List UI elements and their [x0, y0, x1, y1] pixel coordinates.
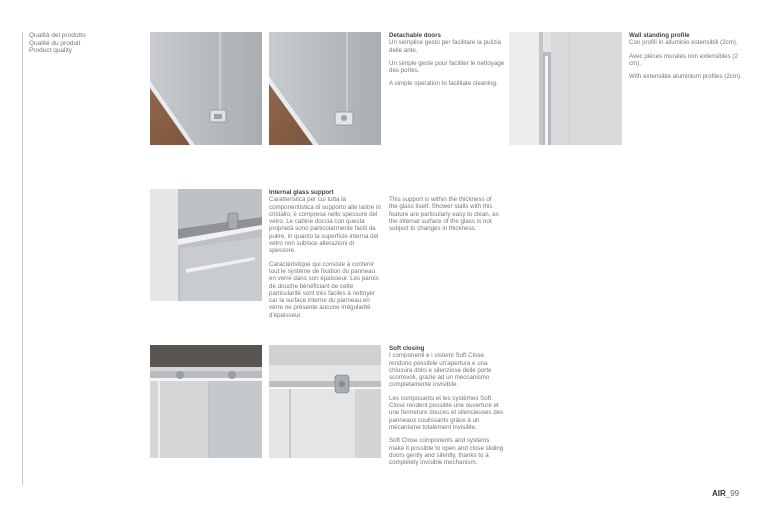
- detachable-doors-title: Detachable doors: [389, 32, 441, 39]
- brand-name: AIR: [712, 489, 726, 498]
- soft-closing-en: Soft Close components and systems make it possible to open and close sliding doors gently and silently, thanks to a completely invisible mechanism.: [389, 437, 504, 467]
- photo-soft-closing-1: [150, 345, 262, 458]
- photo-soft-closing-2: [269, 345, 381, 458]
- wall-profile-en: With extensible aluminium profiles (2cm).: [629, 73, 742, 81]
- wall-profile-fr: Avec pièces murales non extensibles (2 cm).: [629, 52, 738, 67]
- wall-profile-it: Con profili in alluminio estensibili (2cm).: [629, 39, 738, 47]
- product-quality-label: [29, 32, 86, 55]
- soft-closing-it: I componenti e i sistemi Soft Close rendono possibile un'apertura e una chiusura dolci e silenziose delle porte scorrevoli, grazie ad un meccanismo completamente invisibile.: [389, 352, 492, 389]
- wall-profile-text: [629, 32, 747, 86]
- photo-detachable-door-2: [269, 32, 381, 145]
- internal-glass-support-fr: Caractéristique qui consiste à contenir tout le système de fixation du panneau en verre dans son épaisseur. Les parois de douche bénéficiant de cette particularité sont très faciles à nettoyer car la surface interne du panneau en verre ne présente aucune irrégularité d'épaisseur.: [269, 260, 379, 319]
- soft-closing-fr: Les composants et les systèmes Soft Close rendent possible une ouverture et une fermeture douces et silencieuses des panneaux coulissants grâce à un mécanisme totalement invisible.: [389, 394, 504, 431]
- internal-glass-support-it: Caratteristica per cui tutta la componentistica di supporto alle lastre in cristallo, è compresa nello spessore del vetro. Le cabine doccia con questa proprietà sono particolarmente facili da pulire, in quanto la superficie interna del vetro non subisce alterazioni di spessore.: [269, 196, 381, 255]
- page-footer: [712, 489, 739, 498]
- soft-closing-title: Soft closing: [389, 345, 425, 352]
- internal-glass-support-title: Internal glass support: [269, 189, 334, 196]
- left-vertical-rule: [22, 32, 23, 485]
- internal-glass-support-text: [269, 189, 381, 325]
- soft-closing-text: [389, 345, 505, 472]
- quality-it: Qualità del prodotto: [29, 32, 86, 39]
- detachable-doors-text: [389, 32, 505, 94]
- detachable-doors-it: Un semplice gesto per facilitare la pulizia delle ante.: [389, 39, 502, 54]
- wall-profile-title: Wall standing profile: [629, 32, 690, 39]
- internal-glass-support-en-text: [389, 196, 501, 238]
- internal-glass-support-en: This support is within the thickness of the glass itself. Shower stalls with this feature are particularly easy to clean, as the internal surface of the glass is not subject to changes in thickness.: [389, 196, 499, 233]
- detachable-doors-fr: Un simple geste pour faciliter le nettoyage des portes.: [389, 59, 505, 75]
- quality-fr: Qualité du produit: [29, 39, 81, 47]
- photo-wall-profile: [509, 32, 622, 145]
- photo-detachable-door-1: [150, 32, 262, 145]
- detachable-doors-en: A simple operation to facilitate cleaning.: [389, 80, 498, 88]
- photo-internal-glass-support: [150, 189, 262, 301]
- page-number: _99: [725, 489, 740, 498]
- quality-en: Product quality: [29, 47, 72, 55]
